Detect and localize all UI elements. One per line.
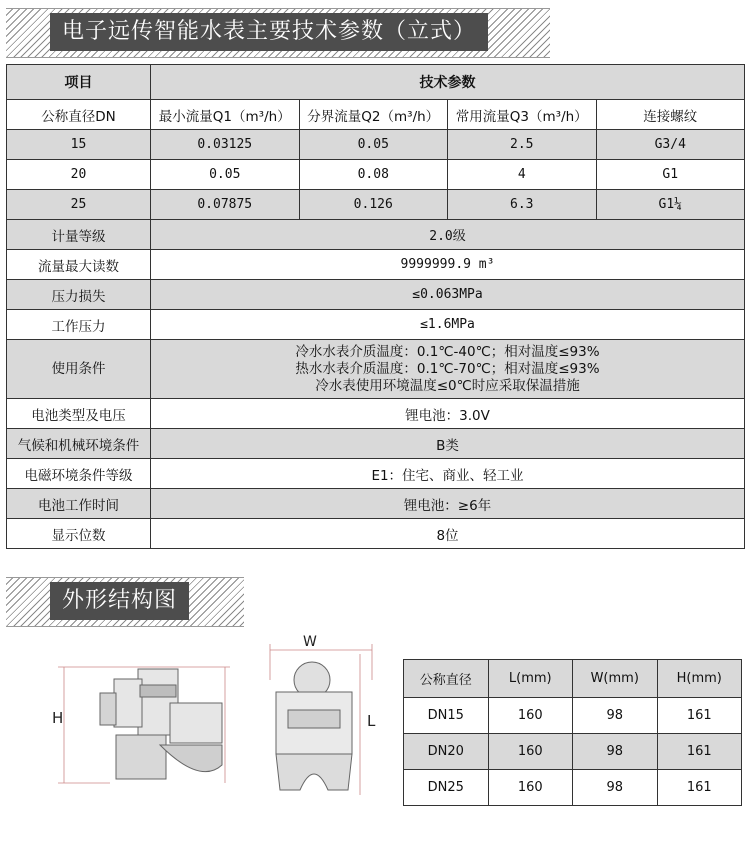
meter-front-view — [262, 640, 382, 805]
dim-header: W(mm) — [573, 660, 658, 698]
cell-q2: 0.126 — [299, 190, 448, 220]
cell-q3: 4 — [448, 160, 597, 190]
dim-cell: 98 — [573, 734, 658, 770]
condition-line: 热水水表介质温度：0.1℃-70℃；相对温度≤93% — [295, 360, 600, 377]
subheader-q1: 最小流量Q1（m³/h） — [151, 100, 300, 130]
condition-line: 冷水水表介质温度：0.1℃-40℃；相对温度≤93% — [295, 343, 600, 360]
header-params: 技术参数 — [151, 65, 745, 100]
subheader-q3: 常用流量Q3（m³/h） — [448, 100, 597, 130]
param-row — [7, 280, 745, 310]
dim-label-l: L — [367, 712, 376, 730]
dim-label-w: W — [303, 634, 317, 650]
cell-q3: 6.3 — [448, 190, 597, 220]
subheader-q2: 分界流量Q2（m³/h） — [299, 100, 448, 130]
param-row — [7, 489, 745, 519]
meter-side-view — [50, 655, 240, 805]
dim-cell: 161 — [657, 734, 742, 770]
table-row — [404, 734, 742, 770]
param-row — [7, 459, 745, 489]
dim-cell: 161 — [657, 770, 742, 806]
section-banner-structure — [6, 577, 244, 625]
dim-cell: 160 — [488, 698, 573, 734]
dim-cell: 160 — [488, 734, 573, 770]
param-name: 计量等级 — [7, 220, 151, 250]
dim-header: 公称直径 — [404, 660, 489, 698]
param-value: 2.0级 — [151, 220, 745, 250]
param-name: 流量最大读数 — [7, 250, 151, 280]
dim-cell: DN25 — [404, 770, 489, 806]
param-value-multiline — [151, 340, 745, 399]
table-row — [404, 770, 742, 806]
param-name: 电磁环境条件等级 — [7, 459, 151, 489]
cell-dn: 25 — [7, 190, 151, 220]
spec-table — [6, 64, 745, 549]
cell-q1: 0.05 — [151, 160, 300, 190]
cell-q3: 2.5 — [448, 130, 597, 160]
param-value: 锂电池：3.0V — [151, 399, 745, 429]
header-item: 项目 — [7, 65, 151, 100]
section-banner-specs — [6, 8, 550, 56]
dim-header: H(mm) — [657, 660, 742, 698]
cell-q2: 0.08 — [299, 160, 448, 190]
param-row — [7, 399, 745, 429]
dimension-table — [403, 659, 742, 806]
param-value: 锂电池：≥6年 — [151, 489, 745, 519]
dim-cell: 98 — [573, 698, 658, 734]
cell-q1: 0.07875 — [151, 190, 300, 220]
cell-dn: 20 — [7, 160, 151, 190]
param-name: 显示位数 — [7, 519, 151, 549]
param-name: 气候和机械环境条件 — [7, 429, 151, 459]
param-name: 电池类型及电压 — [7, 399, 151, 429]
subheader-thread: 连接螺纹 — [596, 100, 745, 130]
cell-dn: 15 — [7, 130, 151, 160]
section-title: 外形结构图 — [50, 582, 189, 620]
dim-cell: 160 — [488, 770, 573, 806]
cell-q2: 0.05 — [299, 130, 448, 160]
subheader-dn: 公称直径DN — [7, 100, 151, 130]
param-name: 使用条件 — [7, 340, 151, 399]
table-row — [404, 698, 742, 734]
dim-cell: 161 — [657, 698, 742, 734]
flow-row — [7, 190, 745, 220]
condition-line: 冷水表使用环境温度≤0℃时应采取保温措施 — [315, 377, 580, 394]
param-name: 压力损失 — [7, 280, 151, 310]
flow-row — [7, 130, 745, 160]
param-row — [7, 250, 745, 280]
param-row — [7, 429, 745, 459]
cell-q1: 0.03125 — [151, 130, 300, 160]
cell-thread: G1 — [596, 160, 745, 190]
cell-thread: G3/4 — [596, 130, 745, 160]
dim-cell: DN15 — [404, 698, 489, 734]
param-row — [7, 340, 745, 399]
section-title: 电子远传智能水表主要技术参数（立式） — [50, 13, 488, 51]
dim-label-h: H — [52, 709, 64, 727]
param-value: ≤1.6MPa — [151, 310, 745, 340]
param-row — [7, 220, 745, 250]
param-value: B类 — [151, 429, 745, 459]
param-value: 9999999.9 m³ — [151, 250, 745, 280]
dim-cell: 98 — [573, 770, 658, 806]
param-value: E1：住宅、商业、轻工业 — [151, 459, 745, 489]
flow-row — [7, 160, 745, 190]
param-value: ≤0.063MPa — [151, 280, 745, 310]
param-row — [7, 310, 745, 340]
cell-thread: G1¼ — [596, 190, 745, 220]
param-name: 电池工作时间 — [7, 489, 151, 519]
dim-cell: DN20 — [404, 734, 489, 770]
dim-header: L(mm) — [488, 660, 573, 698]
param-name: 工作压力 — [7, 310, 151, 340]
param-row — [7, 519, 745, 549]
param-value: 8位 — [151, 519, 745, 549]
